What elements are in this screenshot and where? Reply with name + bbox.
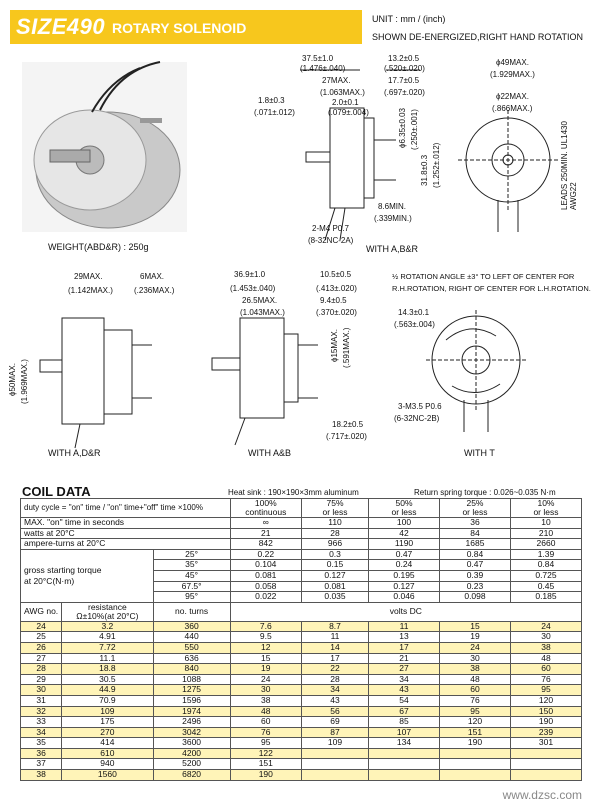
volts-cell: 15 bbox=[440, 621, 511, 632]
dim-shaft-offset: 1.8±0.3 bbox=[258, 96, 285, 105]
dim-m2: 6MAX. bbox=[140, 272, 165, 281]
torque-cell: 0.195 bbox=[369, 570, 440, 581]
dim-thread: 2-M4 P0.7 bbox=[312, 224, 349, 233]
resistance-cell: 30.5 bbox=[62, 674, 153, 685]
volts-cell: 48 bbox=[510, 653, 581, 664]
turns-cell: 440 bbox=[153, 632, 230, 643]
volts-cell: 301 bbox=[510, 738, 581, 749]
ampere-turns-row-cell: 2660 bbox=[510, 539, 581, 550]
torque-angle: 67.5° bbox=[153, 581, 230, 592]
awg-row bbox=[21, 727, 582, 738]
resistance-cell: 270 bbox=[62, 727, 153, 738]
product-photo bbox=[22, 62, 187, 232]
resistance-cell: 11.1 bbox=[62, 653, 153, 664]
turns-cell: 3042 bbox=[153, 727, 230, 738]
caption-with-ab: WITH A&B bbox=[248, 448, 292, 458]
volts-cell: 69 bbox=[301, 717, 368, 728]
torque-cell: 0.84 bbox=[510, 560, 581, 571]
torque-cell: 0.046 bbox=[369, 592, 440, 603]
duty-sub: or less bbox=[322, 507, 348, 517]
dim-stud2-inch: (.697±.020) bbox=[384, 88, 425, 97]
torque-cell: 0.098 bbox=[440, 592, 511, 603]
volts-cell bbox=[369, 759, 440, 770]
volts-cell: 34 bbox=[369, 674, 440, 685]
torque-label bbox=[21, 549, 154, 602]
max-on-row-cell: 110 bbox=[301, 518, 368, 529]
turns-cell: 550 bbox=[153, 642, 230, 653]
volts-cell: 76 bbox=[230, 727, 301, 738]
ampere-turns-row bbox=[21, 539, 582, 550]
resistance-header-1: resistance bbox=[88, 601, 127, 612]
volts-cell: 12 bbox=[230, 642, 301, 653]
product-type-title: ROTARY SOLENOID bbox=[112, 20, 247, 36]
awg-cell: 29 bbox=[21, 674, 62, 685]
resistance-cell: 7.72 bbox=[62, 642, 153, 653]
torque-cell: 0.22 bbox=[230, 549, 301, 560]
volts-cell: 43 bbox=[369, 685, 440, 696]
volts-cell bbox=[301, 748, 368, 759]
resistance-cell: 1560 bbox=[62, 770, 153, 781]
torque-cell: 0.022 bbox=[230, 592, 301, 603]
volts-cell: 134 bbox=[369, 738, 440, 749]
torque-cell: 0.081 bbox=[230, 570, 301, 581]
watts-row bbox=[21, 528, 582, 539]
dim-thread-inch: (8-32NC-2A) bbox=[308, 236, 354, 245]
turns-cell: 3600 bbox=[153, 738, 230, 749]
dim-m4-inch: (1.453±.040) bbox=[230, 284, 276, 293]
resistance-cell: 18.8 bbox=[62, 664, 153, 675]
volts-cell bbox=[440, 759, 511, 770]
watts-row-cell: 21 bbox=[230, 528, 301, 539]
dim-m1: 29MAX. bbox=[74, 272, 103, 281]
torque-cell: 0.104 bbox=[230, 560, 301, 571]
torque-cell: 0.84 bbox=[440, 549, 511, 560]
volts-cell: 107 bbox=[369, 727, 440, 738]
awg-cell: 24 bbox=[21, 621, 62, 632]
awg-cell: 32 bbox=[21, 706, 62, 717]
awg-cell: 25 bbox=[21, 632, 62, 643]
max-on-row-cell: 36 bbox=[440, 518, 511, 529]
turns-cell: 6820 bbox=[153, 770, 230, 781]
product-size-title: SIZE490 bbox=[16, 14, 106, 39]
awg-cell: 33 bbox=[21, 717, 62, 728]
volts-cell: 9.5 bbox=[230, 632, 301, 643]
resistance-cell: 109 bbox=[62, 706, 153, 717]
dim-m9-inch: (.717±.020) bbox=[326, 432, 367, 441]
volts-cell: 190 bbox=[230, 770, 301, 781]
torque-cell: 1.39 bbox=[510, 549, 581, 560]
rotation-note-2: R.H.ROTATION, RIGHT OF CENTER FOR L.H.ROTATION. bbox=[392, 284, 591, 293]
volts-cell: 76 bbox=[510, 674, 581, 685]
resistance-cell: 4.91 bbox=[62, 632, 153, 643]
volts-cell: 14 bbox=[301, 642, 368, 653]
torque-cell: 0.24 bbox=[369, 560, 440, 571]
torque-cell: 0.39 bbox=[440, 570, 511, 581]
volts-cell: 17 bbox=[369, 642, 440, 653]
volts-cell: 48 bbox=[230, 706, 301, 717]
ampere-turns-row-label: ampere-turns at 20°C bbox=[21, 539, 231, 550]
torque-angle: 25° bbox=[153, 549, 230, 560]
awg-row bbox=[21, 632, 582, 643]
volts-cell: 54 bbox=[369, 695, 440, 706]
volts-cell: 151 bbox=[440, 727, 511, 738]
caption-with-adr: WITH A,D&R bbox=[48, 448, 101, 458]
volts-cell: 11 bbox=[369, 621, 440, 632]
coil-data-table bbox=[20, 498, 582, 781]
awg-cell: 27 bbox=[21, 653, 62, 664]
turns-cell: 1596 bbox=[153, 695, 230, 706]
ampere-turns-row-cell: 1685 bbox=[440, 539, 511, 550]
volts-cell bbox=[369, 770, 440, 781]
dim-shaft-offset-inch: (.071±.012) bbox=[254, 108, 295, 117]
max-on-row-cell: 100 bbox=[369, 518, 440, 529]
volts-cell: 120 bbox=[440, 717, 511, 728]
watts-row-label: watts at 20°C bbox=[21, 528, 231, 539]
volts-cell bbox=[440, 770, 511, 781]
resistance-header-2: Ω±10%(at 20°C) bbox=[76, 610, 139, 621]
volts-cell: 43 bbox=[301, 695, 368, 706]
awg-row bbox=[21, 717, 582, 728]
dim-stud: 13.2±0.5 bbox=[388, 54, 420, 63]
torque-angle: 35° bbox=[153, 560, 230, 571]
dim-body-length-inch: (1.063MAX.) bbox=[320, 88, 365, 97]
resistance-header bbox=[62, 602, 153, 621]
volts-cell: 30 bbox=[230, 685, 301, 696]
volts-cell: 28 bbox=[301, 674, 368, 685]
resistance-cell: 175 bbox=[62, 717, 153, 728]
dim-m11: 3-M3.5 P0.6 bbox=[398, 402, 442, 411]
unit-label: UNIT : mm / (inch) bbox=[372, 14, 446, 24]
ampere-turns-row-cell: 966 bbox=[301, 539, 368, 550]
dim-m8-inch: (.591MAX.) bbox=[342, 327, 351, 368]
volts-cell: 24 bbox=[230, 674, 301, 685]
ampere-turns-row-cell: 1190 bbox=[369, 539, 440, 550]
volts-cell: 239 bbox=[510, 727, 581, 738]
dim-flange: 2.0±0.1 bbox=[332, 98, 359, 107]
volts-header: volts DC bbox=[230, 602, 581, 621]
torque-cell: 0.127 bbox=[301, 570, 368, 581]
volts-cell: 24 bbox=[510, 621, 581, 632]
dim-m1-inch: (1.142MAX.) bbox=[68, 286, 113, 295]
torque-cell: 0.058 bbox=[230, 581, 301, 592]
volts-cell: 8.7 bbox=[301, 621, 368, 632]
volts-cell: 19 bbox=[440, 632, 511, 643]
dim-m10-inch: (.563±.004) bbox=[394, 320, 435, 329]
awg-cell: 38 bbox=[21, 770, 62, 781]
volts-cell: 24 bbox=[440, 642, 511, 653]
dim-stud-spacing: 31.8±0.3 bbox=[420, 154, 429, 186]
shown-note: SHOWN DE-ENERGIZED,RIGHT HAND ROTATION bbox=[372, 32, 584, 42]
duty-cycle-col bbox=[301, 499, 368, 518]
resistance-cell: 610 bbox=[62, 748, 153, 759]
duty-sub: or less bbox=[533, 507, 559, 517]
return-torque-note: Return spring torque : 0.026~0.035 N·m bbox=[414, 488, 556, 497]
turns-cell: 636 bbox=[153, 653, 230, 664]
torque-cell: 0.23 bbox=[440, 581, 511, 592]
volts-cell: 27 bbox=[369, 664, 440, 675]
duty-cycle-row bbox=[21, 499, 582, 518]
dim-diameter: ϕ49MAX. bbox=[496, 58, 529, 67]
volts-cell: 109 bbox=[301, 738, 368, 749]
awg-header-row bbox=[21, 602, 582, 621]
volts-cell: 30 bbox=[440, 653, 511, 664]
awg-cell: 36 bbox=[21, 748, 62, 759]
volts-cell: 13 bbox=[369, 632, 440, 643]
duty-cycle-label: duty cycle = "on" time / "on" time+"off" time ×100% bbox=[21, 499, 231, 518]
dim-shaft-dia: ϕ6.35±0.03 bbox=[398, 107, 407, 148]
dim-m8: ϕ15MAX. bbox=[330, 329, 339, 362]
volts-cell: 56 bbox=[301, 706, 368, 717]
dim-shaft-dia-inch: (.250±.001) bbox=[410, 109, 419, 150]
volts-cell: 95 bbox=[510, 685, 581, 696]
volts-cell: 60 bbox=[510, 664, 581, 675]
watts-row-cell: 84 bbox=[440, 528, 511, 539]
awg-row bbox=[21, 695, 582, 706]
awg-row bbox=[21, 653, 582, 664]
duty-pct: 25% bbox=[466, 498, 484, 508]
watts-row-cell: 42 bbox=[369, 528, 440, 539]
watts-row-cell: 28 bbox=[301, 528, 368, 539]
dim-inner-dia-inch: (.866MAX.) bbox=[492, 104, 533, 113]
awg-row bbox=[21, 738, 582, 749]
awg-row bbox=[21, 770, 582, 781]
dim-m11-inch: (6-32NC-2B) bbox=[394, 414, 440, 423]
volts-cell bbox=[440, 748, 511, 759]
dim-m4: 36.9±1.0 bbox=[234, 270, 266, 279]
dim-body-length: 27MAX. bbox=[322, 76, 351, 85]
volts-cell: 22 bbox=[301, 664, 368, 675]
awg-cell: 28 bbox=[21, 664, 62, 675]
dim-m7-inch: (.370±.020) bbox=[316, 308, 357, 317]
resistance-cell: 70.9 bbox=[62, 695, 153, 706]
dim-inner-dia: ϕ22MAX. bbox=[496, 92, 529, 101]
torque-label-1: gross starting torque bbox=[24, 564, 102, 575]
volts-cell: 67 bbox=[369, 706, 440, 717]
volts-cell bbox=[510, 748, 581, 759]
leads-spec: LEADS 250MIN. UL1430 AWG22 bbox=[560, 121, 578, 210]
awg-row bbox=[21, 642, 582, 653]
duty-cycle-col bbox=[230, 499, 301, 518]
awg-header: AWG no. bbox=[21, 602, 62, 621]
side-view-ab bbox=[212, 318, 318, 445]
weight-label: WEIGHT(ABD&R) : 250g bbox=[48, 242, 149, 252]
volts-cell: 87 bbox=[301, 727, 368, 738]
coil-data-title: COIL DATA bbox=[22, 484, 91, 499]
dim-stud2: 17.7±0.5 bbox=[388, 76, 420, 85]
duty-pct: 10% bbox=[537, 498, 555, 508]
volts-cell: 150 bbox=[510, 706, 581, 717]
end-view-t bbox=[426, 310, 526, 432]
awg-cell: 34 bbox=[21, 727, 62, 738]
volts-cell: 48 bbox=[440, 674, 511, 685]
volts-cell: 34 bbox=[301, 685, 368, 696]
torque-cell: 0.47 bbox=[369, 549, 440, 560]
watermark: www.dzsc.com bbox=[502, 788, 582, 802]
dim-m9: 18.2±0.5 bbox=[332, 420, 364, 429]
volts-cell: 60 bbox=[230, 717, 301, 728]
awg-cell: 31 bbox=[21, 695, 62, 706]
dim-diameter-inch: (1.929MAX.) bbox=[490, 70, 535, 79]
torque-cell: 0.035 bbox=[301, 592, 368, 603]
ampere-turns-row-cell: 842 bbox=[230, 539, 301, 550]
volts-cell bbox=[510, 759, 581, 770]
volts-cell: 38 bbox=[440, 664, 511, 675]
volts-cell: 76 bbox=[440, 695, 511, 706]
duty-sub: or less bbox=[391, 507, 417, 517]
volts-cell bbox=[510, 770, 581, 781]
dim-m3-inch: (1.969MAX.) bbox=[20, 359, 29, 404]
torque-cell: 0.725 bbox=[510, 570, 581, 581]
dim-stud-len: 8.6MIN. bbox=[378, 202, 407, 211]
volts-cell: 15 bbox=[230, 653, 301, 664]
volts-cell bbox=[369, 748, 440, 759]
caption-with-t: WITH T bbox=[464, 448, 495, 458]
turns-cell: 360 bbox=[153, 621, 230, 632]
dim-stud-len-inch: (.339MIN.) bbox=[374, 214, 412, 223]
dim-m7: 9.4±0.5 bbox=[320, 296, 347, 305]
volts-cell: 38 bbox=[510, 642, 581, 653]
dim-m6: 10.5±0.5 bbox=[320, 270, 352, 279]
awg-row bbox=[21, 674, 582, 685]
dim-m10: 14.3±0.1 bbox=[398, 308, 430, 317]
max-on-row-label: MAX. "on" time in seconds bbox=[21, 518, 231, 529]
duty-pct: 75% bbox=[326, 498, 344, 508]
end-view-abr bbox=[458, 110, 558, 232]
dim-m6-inch: (.413±.020) bbox=[316, 284, 357, 293]
torque-cell: 0.45 bbox=[510, 581, 581, 592]
torque-cell: 0.185 bbox=[510, 592, 581, 603]
volts-cell: 85 bbox=[369, 717, 440, 728]
resistance-cell: 414 bbox=[62, 738, 153, 749]
heat-sink-note: Heat sink : 190×190×3mm aluminum bbox=[228, 488, 359, 497]
dim-m5: 26.5MAX. bbox=[242, 296, 278, 305]
resistance-cell: 940 bbox=[62, 759, 153, 770]
duty-cycle-col bbox=[369, 499, 440, 518]
dim-length-inch: (1.476±.040) bbox=[300, 64, 346, 73]
dim-m2-inch: (.236MAX.) bbox=[134, 286, 175, 295]
turns-cell: 4200 bbox=[153, 748, 230, 759]
torque-label-2: at 20°C(N·m) bbox=[24, 575, 75, 586]
volts-cell: 38 bbox=[230, 695, 301, 706]
volts-cell: 17 bbox=[301, 653, 368, 664]
torque-cell: 0.47 bbox=[440, 560, 511, 571]
awg-cell: 35 bbox=[21, 738, 62, 749]
torque-cell: 0.127 bbox=[369, 581, 440, 592]
awg-row bbox=[21, 685, 582, 696]
turns-cell: 5200 bbox=[153, 759, 230, 770]
volts-cell: 120 bbox=[510, 695, 581, 706]
duty-pct: 100% bbox=[254, 498, 277, 508]
watts-row-cell: 210 bbox=[510, 528, 581, 539]
awg-row bbox=[21, 748, 582, 759]
volts-cell: 19 bbox=[230, 664, 301, 675]
awg-cell: 30 bbox=[21, 685, 62, 696]
torque-angle: 95° bbox=[153, 592, 230, 603]
resistance-cell: 44.9 bbox=[62, 685, 153, 696]
dim-stud-inch: (.520±.020) bbox=[384, 64, 425, 73]
volts-cell: 122 bbox=[230, 748, 301, 759]
max-on-row-cell: ∞ bbox=[230, 518, 301, 529]
torque-cell: 0.081 bbox=[301, 581, 368, 592]
volts-cell: 11 bbox=[301, 632, 368, 643]
volts-cell: 60 bbox=[440, 685, 511, 696]
resistance-cell: 3.2 bbox=[62, 621, 153, 632]
volts-cell: 95 bbox=[440, 706, 511, 717]
torque-row bbox=[21, 549, 582, 560]
volts-cell: 151 bbox=[230, 759, 301, 770]
max-on-row bbox=[21, 518, 582, 529]
max-on-row-cell: 10 bbox=[510, 518, 581, 529]
turns-header: no. turns bbox=[153, 602, 230, 621]
awg-row bbox=[21, 759, 582, 770]
volts-cell bbox=[301, 770, 368, 781]
dim-flange-inch: (.079±.004) bbox=[328, 108, 369, 117]
dim-m5-inch: (1.043MAX.) bbox=[240, 308, 285, 317]
volts-cell: 30 bbox=[510, 632, 581, 643]
caption-with-abr: WITH A,B&R bbox=[366, 244, 419, 254]
volts-cell bbox=[301, 759, 368, 770]
duty-cycle-col bbox=[440, 499, 511, 518]
torque-cell: 0.15 bbox=[301, 560, 368, 571]
turns-cell: 1974 bbox=[153, 706, 230, 717]
turns-cell: 2496 bbox=[153, 717, 230, 728]
awg-cell: 37 bbox=[21, 759, 62, 770]
dim-m3: ϕ50MAX. bbox=[8, 363, 17, 396]
volts-cell: 95 bbox=[230, 738, 301, 749]
volts-cell: 190 bbox=[510, 717, 581, 728]
rotation-note-1: ½ ROTATION ANGLE ±3° TO LEFT OF CENTER FOR bbox=[392, 272, 575, 281]
duty-pct: 50% bbox=[395, 498, 413, 508]
duty-sub: continuous bbox=[245, 507, 287, 517]
dim-stud-spacing-inch: (1.252±.012) bbox=[432, 142, 441, 188]
turns-cell: 840 bbox=[153, 664, 230, 675]
duty-cycle-col bbox=[510, 499, 581, 518]
turns-cell: 1088 bbox=[153, 674, 230, 685]
awg-row bbox=[21, 706, 582, 717]
side-view-adr bbox=[40, 318, 152, 448]
awg-cell: 26 bbox=[21, 642, 62, 653]
awg-row bbox=[21, 664, 582, 675]
awg-row bbox=[21, 621, 582, 632]
torque-cell: 0.3 bbox=[301, 549, 368, 560]
volts-cell: 21 bbox=[369, 653, 440, 664]
dim-length: 37.5±1.0 bbox=[302, 54, 334, 63]
torque-angle: 45° bbox=[153, 570, 230, 581]
duty-sub: or less bbox=[462, 507, 488, 517]
turns-cell: 1275 bbox=[153, 685, 230, 696]
volts-cell: 7.6 bbox=[230, 621, 301, 632]
volts-cell: 190 bbox=[440, 738, 511, 749]
